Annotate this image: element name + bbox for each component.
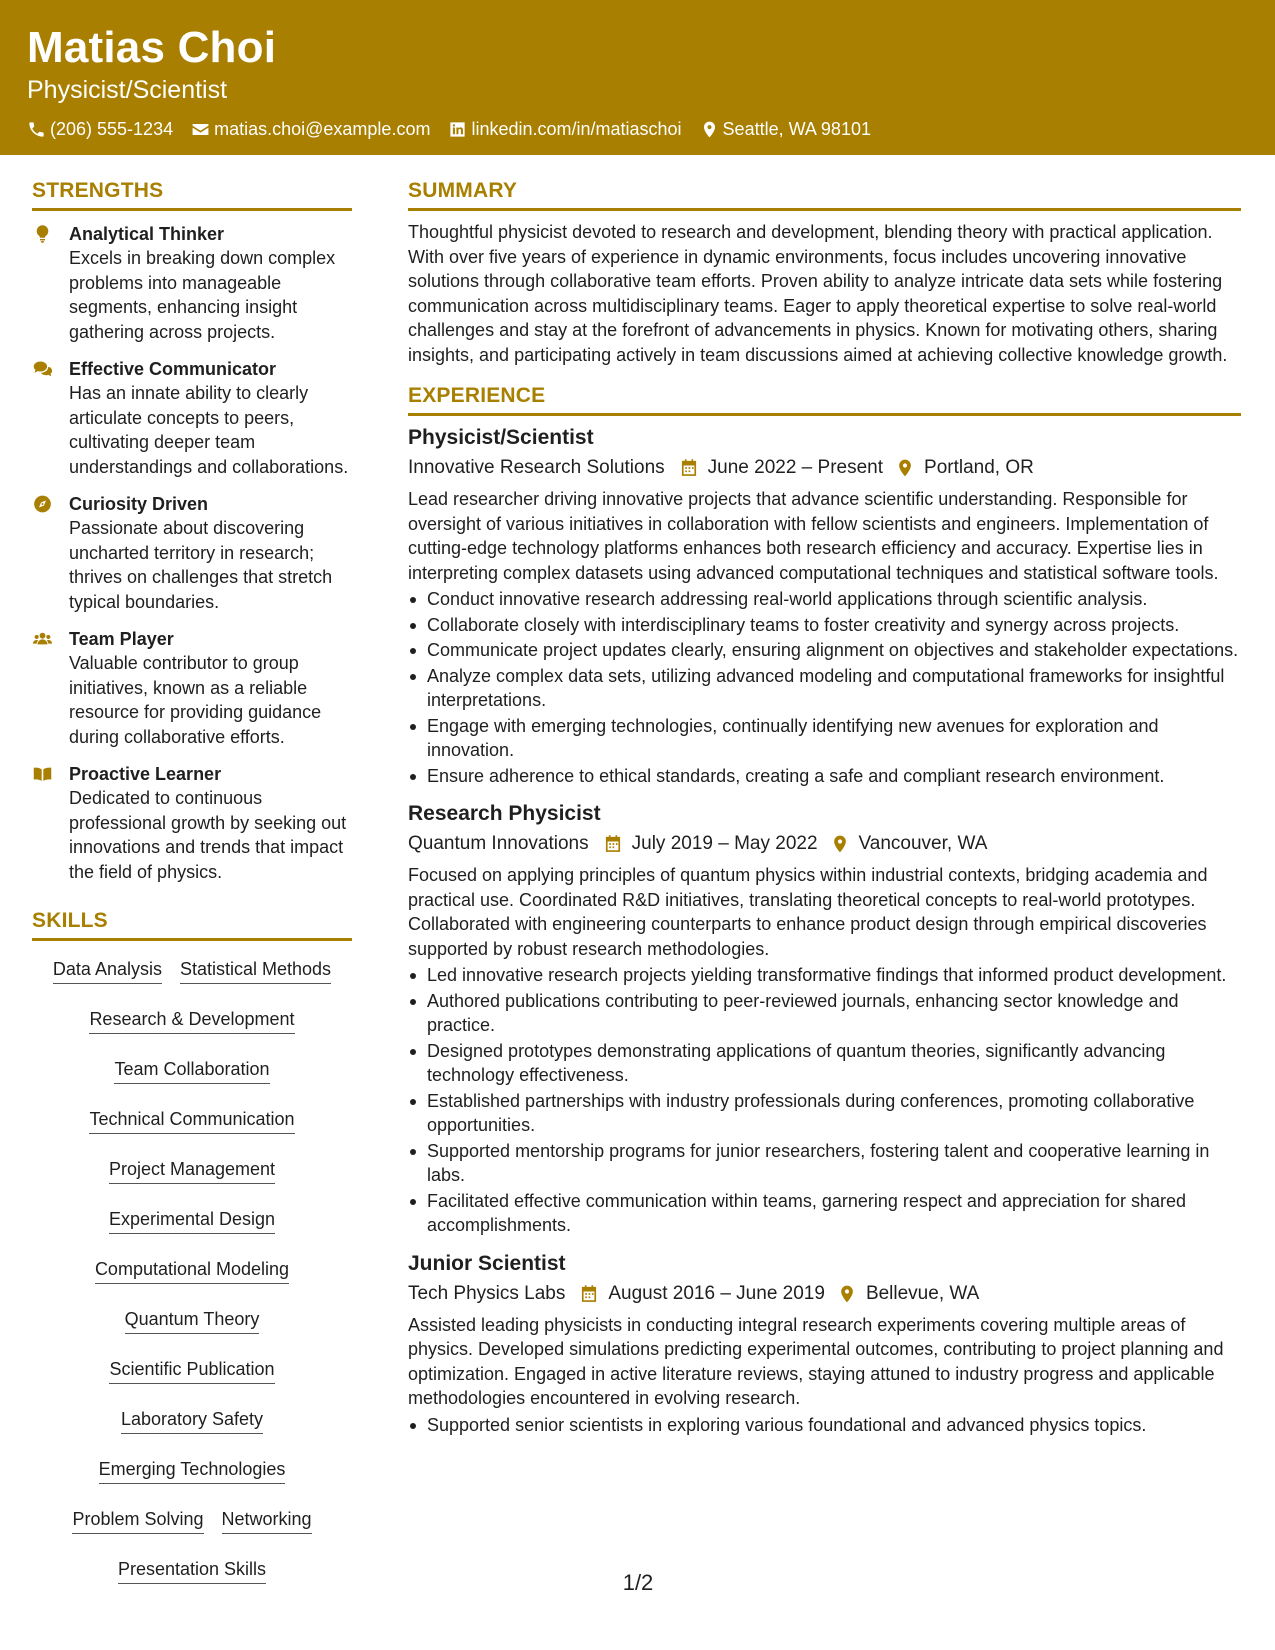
job-title: Research Physicist [408,802,601,825]
job-location: Bellevue, WA [865,1282,980,1304]
strength-title: Analytical Thinker [69,224,225,244]
skills-list [32,951,352,1601]
phone-text: (206) 555-1234 [50,119,174,139]
summary-text: Thoughtful physicist devoted to research and development, blending theory with practical application. With over five years of experience in dynamic environments, focus includes uncovering innovative solutions through collaborative team efforts. Proven ability to analyze intricate data sets while fostering communication across multidisciplinary teams. Eager to apply theoretical expertise to solve real-world challenges and stay at the forefront of advancements in physics. Known for motivating others, sharing insights, and participating actively in team discussions aimed at achieving collective knowledge growth. [408,222,1228,365]
skill-tag: Experimental Design [109,1201,275,1234]
job-company: Innovative Research Solutions [408,457,665,478]
job-dates: July 2019 – May 2022 [631,833,818,854]
job-bullets [408,587,1241,788]
strength-title: Effective Communicator [69,359,277,379]
skill-tag: Presentation Skills [118,1551,266,1584]
strength-desc: Dedicated to continuous professional growth by seeking out innovations and trends that impact the field of physics. [69,788,347,882]
job-location: Vancouver, WA [858,833,988,854]
skill-tag: Research & Development [89,1001,294,1034]
strength-item [32,762,352,884]
resume-header [0,0,1275,155]
strength-item [32,222,352,344]
strength-title: Proactive Learner [69,764,222,784]
bullet-item: Established partnerships with industry professionals during conferences, promoting collaborative opportunities. [408,1089,1241,1138]
job-description: Focused on applying principles of quantum physics within industrial contexts, bridging academia and practical use. Coordinated R&D initiatives, translating theoretical concepts to real-world prototypes. Collaborated with engineering counterparts to enhance product design through empirical discoveries supported by robust research methodologies. [408,865,1208,959]
job-meta [408,455,1241,481]
strength-desc: Excels in breaking down complex problems into manageable segments, enhancing insight gathering across projects. [69,248,336,342]
comments-icon [32,359,53,379]
phone-icon [27,120,46,139]
job-meta [408,1281,1241,1307]
candidate-role: Physicist/Scientist [27,76,228,104]
map-pin-icon [837,1284,857,1304]
bullet-item: Facilitated effective communication within teams, garnering respect and appreciation for shared accomplishments. [408,1189,1241,1238]
book-open-icon [32,764,53,784]
job-dates: August 2016 – June 2019 [608,1282,825,1304]
strength-item [32,357,352,479]
skill-tag: Data Analysis [53,951,162,984]
envelope-icon [191,120,210,139]
strength-desc: Passionate about discovering uncharted territory in research; thrives on challenges that stretch typical boundaries. [69,518,333,612]
job-meta [408,831,1241,857]
bullet-item: Analyze complex data sets, utilizing advanced modeling and computational frameworks for insightful interpretations. [408,664,1241,713]
job-dates: June 2022 – Present [707,457,884,478]
experience-heading: EXPERIENCE [408,381,1241,416]
strength-title: Curiosity Driven [69,494,209,514]
bullet-item: Designed prototypes demonstrating applications of quantum theories, significantly advancing technology effectiveness. [408,1039,1241,1088]
skill-tag: Project Management [109,1151,275,1184]
bullet-item: Conduct innovative research addressing real-world applications through scientific analysis. [408,587,1241,612]
bullet-item: Led innovative research projects yielding transformative findings that informed product development. [408,963,1241,988]
page-number: 1/2 [622,1570,654,1595]
contact-linkedin[interactable] [448,118,681,140]
skill-tag: Emerging Technologies [99,1451,286,1484]
map-pin-icon [830,834,850,854]
left-column [32,176,352,1601]
strengths-list [32,222,352,884]
calendar-icon [679,458,699,478]
job-entry [408,1250,1241,1438]
skill-tag: Networking [222,1501,312,1534]
email-text: matias.choi@example.com [214,119,431,139]
bullet-item: Communicate project updates clearly, ensuring alignment on objectives and stakeholder expectations. [408,638,1241,663]
bullet-item: Ensure adherence to ethical standards, creating a safe and compliant research environment. [408,764,1241,789]
strength-item [32,627,352,749]
contact-email[interactable] [191,118,430,140]
job-description: Lead researcher driving innovative projects that advance scientific understanding. Responsible for oversight of various initiatives in collaboration with fellow scientists and engineers. Implementation of cutting-edge technology platforms enhances both research efficiency and accuracy. Expertise lies in interpreting complex datasets using advanced computational techniques and statistical software tools. [408,489,1219,583]
job-bullets [408,1413,1241,1438]
bullet-item: Supported senior scientists in exploring various foundational and advanced physics topics. [408,1413,1241,1438]
candidate-name: Matias Choi [27,23,277,72]
strength-item [32,492,352,614]
map-pin-icon [700,120,719,139]
job-description: Assisted leading physicists in conducting integral research experiments covering multiple areas of physics. Developed simulations predicting experimental outcomes, contributing to project planning and optimization. Engaged in active literature reviews, staying attuned to industry progress and applicable methodologies encountered in evolving research. [408,1314,1224,1408]
skills-heading: SKILLS [32,906,352,941]
skill-tag: Quantum Theory [125,1301,260,1334]
bullet-item: Supported mentorship programs for junior researchers, fostering talent and cooperative learning in labs. [408,1139,1241,1188]
linkedin-icon [448,120,467,139]
right-column [408,176,1241,1438]
job-title: Junior Scientist [408,1251,566,1275]
compass-icon [32,494,53,514]
job-location: Portland, OR [924,457,1034,478]
job-bullets [408,963,1241,1238]
strength-title: Team Player [69,629,174,649]
job-entry [408,424,1241,788]
bullet-item: Authored publications contributing to peer-reviewed journals, enhancing sector knowledge and practice. [408,989,1241,1038]
bullet-item: Engage with emerging technologies, continually identifying new avenues for exploration and innovation. [408,714,1241,763]
calendar-icon [603,834,623,854]
job-entry [408,800,1241,1238]
strength-desc: Valuable contributor to group initiatives, known as a reliable resource for providing guidance during collaborative efforts. [69,653,322,747]
users-icon [32,629,53,649]
skill-tag: Computational Modeling [95,1251,289,1284]
summary-heading: SUMMARY [408,176,1241,211]
contact-bar [27,118,1248,140]
contact-location [700,118,871,140]
job-company: Tech Physics Labs [408,1282,566,1304]
skill-tag: Scientific Publication [109,1351,274,1384]
contact-phone[interactable] [27,118,173,140]
calendar-icon [579,1284,599,1304]
linkedin-text: linkedin.com/in/matiaschoi [471,119,682,139]
job-title: Physicist/Scientist [408,426,594,449]
strength-desc: Has an innate ability to clearly articulate concepts to peers, cultivating deeper team understandings and collaborations. [69,383,349,477]
job-company: Quantum Innovations [408,833,589,854]
skill-tag: Technical Communication [89,1101,294,1134]
map-pin-icon [895,458,915,478]
skill-tag: Statistical Methods [180,951,331,984]
skill-tag: Problem Solving [72,1501,203,1534]
lightbulb-icon [32,224,53,244]
location-text: Seattle, WA 98101 [722,119,871,139]
skill-tag: Team Collaboration [114,1051,269,1084]
skill-tag: Laboratory Safety [121,1401,263,1434]
strengths-heading: STRENGTHS [32,176,352,211]
bullet-item: Collaborate closely with interdisciplinary teams to foster creativity and synergy across projects. [408,613,1241,638]
